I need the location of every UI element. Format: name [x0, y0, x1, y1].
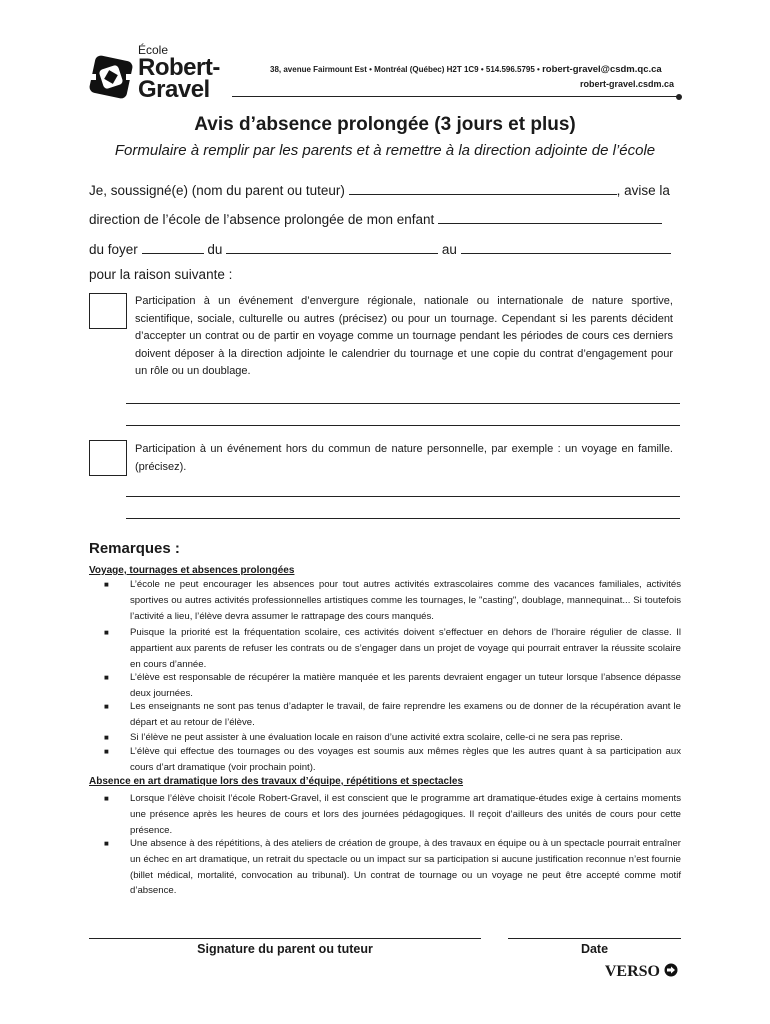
remark-item: Si l’élève ne peut assister à une évaluation locale en raison d’une activité extra scolaire, celle-ci ne sera pas reprise. — [130, 732, 623, 743]
precision-line-1b[interactable] — [126, 425, 680, 426]
precision-line-2b[interactable] — [126, 518, 680, 519]
foyer-label: du foyer — [89, 242, 138, 257]
remark-item: Une absence à des répétitions, à des ateliers de création de groupe, à des travaux en équipe ou à un spectacle pourrait entraîner un échec en art dramatique, un retrait du spectacle ou un impact sur sa participation si aucune justification reconnue n’est fournie (billet médical, mortalité, convocation au tribunal). Un contrat de tournage ou un voyage ne peut être accepté comme motif d’absence. — [130, 838, 681, 897]
section-voyage-title: Voyage, tournages et absences prolongées — [89, 565, 295, 576]
remark-item: Puisque la priorité est la fréquentation scolaire, ces activités doivent s’effectuer en dehors de l’horaire régulier de classe. Il appartient aux parents de refuser les contrats ou de s’engager dans un projet de voyage qui pourrait entraver la réussite scolaire en cours d’année. — [130, 627, 681, 670]
contact-info — [270, 64, 675, 75]
parent-line-suffix: , avise la — [616, 183, 670, 198]
child-name-label: direction de l’école de l’absence prolongée de mon enfant — [89, 212, 435, 227]
form-line-child — [89, 210, 662, 227]
to-label: au — [441, 242, 457, 257]
precision-line-2a[interactable] — [126, 496, 680, 497]
option-event-major-text: Participation à un événement d’envergure régionale, nationale ou internationale de nature sportive, scientifique, sociale, culturelle ou autres (précisez) ou pour un tournage. Cependant si les parents décident d’accepter un contrat ou de partir en voyage comme un tournage pendant les périodes de cours ces derniers doivent déposer à la direction adjointe le calendrier du tournage et une copie du contrat d’engagement pour un rôle ou un doublage. — [135, 295, 673, 377]
form-line-dates — [89, 240, 671, 257]
section-art-title: Absence en art dramatique lors des travaux d’équipe, répétitions et spectacles — [89, 776, 464, 787]
header-rule — [232, 96, 678, 97]
foyer-field[interactable] — [142, 240, 204, 254]
parent-name-field[interactable] — [349, 181, 617, 195]
remark-item: Lorsque l’élève choisit l’école Robert-Gravel, il est conscient que le programme art dramatique-études exige à certains moments une présence après les heures de cours et lors des journées pédagogiques. Il reçoit d’ailleurs des unités de cours pour cette présence. — [130, 793, 681, 836]
website-link[interactable]: robert-gravel.csdm.ca — [579, 79, 674, 89]
school-logo-icon — [88, 54, 134, 100]
bullet-icon: ■ — [104, 794, 109, 803]
school-logo — [88, 44, 238, 106]
date-to-field[interactable] — [461, 240, 671, 254]
logo-line-1: Robert- — [138, 54, 220, 81]
arrow-right-circle-icon — [664, 963, 678, 977]
remarks-title: Remarques : — [89, 540, 180, 557]
form-line-parent — [89, 181, 670, 198]
bullet-icon: ■ — [104, 747, 109, 756]
checkbox-event-personal[interactable] — [89, 440, 127, 476]
remark-item: L’élève qui effectue des tournages ou des voyages est soumis aux mêmes règles que les autres quant à sa participation aux cours d’art dramatique (voir prochain point). — [130, 746, 681, 773]
date-from-field[interactable] — [226, 240, 438, 254]
precision-line-1a[interactable] — [126, 403, 680, 404]
header-rule-dot — [676, 94, 682, 100]
date-label: Date — [580, 942, 609, 956]
email-link[interactable]: robert-gravel@csdm.qc.ca — [542, 64, 662, 75]
bullet-icon: ■ — [104, 733, 109, 742]
signature-label: Signature du parent ou tuteur — [197, 942, 373, 956]
reason-label: pour la raison suivante : — [89, 267, 233, 282]
remark-item: L’élève est responsable de récupérer la matière manquée et les parents devraient engager un tuteur lorsque l’absence dépasse deux journées. — [130, 672, 681, 699]
parent-name-label: Je, soussigné(e) (nom du parent ou tuteur) — [89, 183, 345, 198]
logo-line-2: Gravel — [138, 76, 210, 103]
bullet-icon: ■ — [104, 702, 109, 711]
verso-text: VERSO — [604, 963, 660, 980]
bullet-icon: ■ — [104, 628, 109, 637]
logo-small-text: École — [138, 43, 169, 57]
form-subtitle: Formulaire à remplir par les parents et à remettre à la direction adjointe de l’école — [114, 142, 656, 159]
option-event-personal-text: Participation à un événement hors du commun de nature personnelle, par exemple : un voyage en famille. (précisez). — [135, 443, 673, 473]
remark-item: L’école ne peut encourager les absences pour tout autres activités extrascolaires comme des vacances familiales, activités sportives ou autres activités professionnelles artistiques comme les tournages, le "casting", doublage, mannequinat... Si toutefois l’activité a lieu, l’élève devra assumer le rattrapage des cours manqués. — [130, 579, 681, 622]
checkbox-event-major[interactable] — [89, 293, 127, 329]
from-label: du — [207, 242, 223, 257]
bullet-icon: ■ — [104, 839, 109, 848]
verso-indicator — [605, 963, 678, 981]
bullet-icon: ■ — [104, 580, 109, 589]
signature-line[interactable] — [89, 938, 481, 939]
bullet-icon: ■ — [104, 673, 109, 682]
address-text: 38, avenue Fairmount Est • Montréal (Québec) H2T 1C9 • 514.596.5795 • — [270, 65, 540, 74]
remark-item: Les enseignants ne sont pas tenus d’adapter le travail, de faire reprendre les examens ou de donner de la récupération avant le départ et au retour de l’élève. — [130, 701, 681, 728]
form-title: Avis d’absence prolongée (3 jours et plus) — [194, 114, 576, 135]
child-name-field[interactable] — [438, 210, 662, 224]
date-line[interactable] — [508, 938, 681, 939]
